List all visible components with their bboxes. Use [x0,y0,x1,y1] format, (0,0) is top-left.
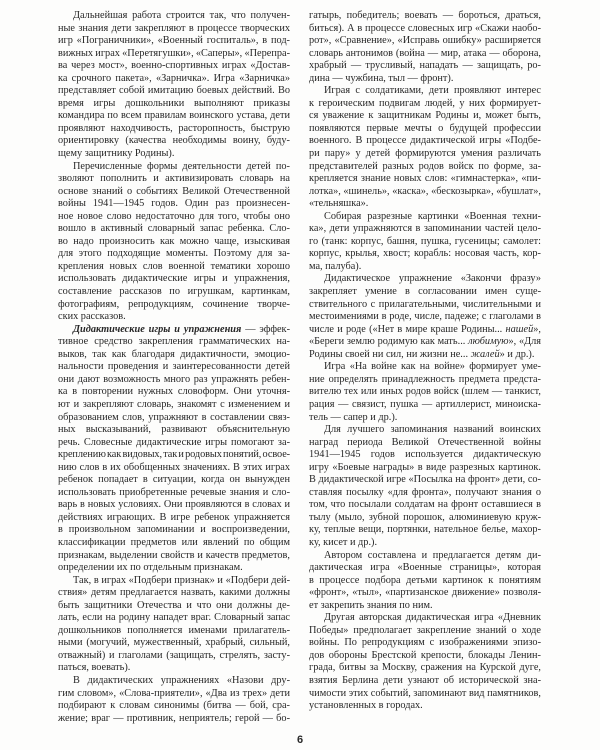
text-line: щему защитнику Родины). [58,148,175,160]
text-line: время игры дошкольники выполняют приказы [58,97,290,109]
text-line [309,336,541,349]
emphasis-text: жалей [470,348,500,360]
text-line: игру «Боевые награды» в виде разрезных картинок. [309,461,541,473]
text-line: ских рассказов. [58,311,126,323]
text-line: рация — связист, пушка — артиллерист, миноиска- [309,398,541,410]
text-run: — эффек- [241,323,290,335]
text-line: основе знаний о событиях Великой Отечественной [58,185,290,197]
text-line: крепления новых слов военной тематики хорошо [58,260,290,272]
text-line: местоимениями в роде, числе, падеже; с глаголами в [309,311,541,323]
text-line: паться, воевать). [58,662,131,674]
text-line: Для лучшего запоминания названий воинских [324,424,541,436]
text-line: Перечисленные формы деятельности детей по- [73,160,290,172]
text-line: лать, если на родину нападет враг. Словарный запас [58,612,290,624]
text-line: ку, кисет и др.). [309,536,378,548]
text-line: к героическим подвигам людей, у них формирует- [309,97,541,109]
text-line: гатырь, победитель; воевать — бороться, драться, [309,10,541,21]
text-line: закрепляет умение в согласовании имен суще- [309,286,541,298]
text-line: классификации предметов или явлений по общим [58,536,290,548]
text-line: ствительного с прилагательными, числительными и [309,298,541,310]
page-number: 6 [296,734,304,746]
text-line: вителю тех или иных родов войск (шлем — танкист, [309,386,541,398]
text-run: Родины своей ни сил, ни жизни не... [309,348,471,360]
text-line: дина — чужбина, тыл — фронт). [309,72,454,84]
text-line: в процессе подбора детьми картинок к понятиям [309,574,541,586]
paragraph [309,211,541,274]
text-line: Игра «На войне как на войне» формирует уме- [324,361,541,373]
text-column-right [309,10,541,713]
text-line: словарь антонимов (война — мир, атака — оборона, [309,47,541,59]
text-line: Дидактическое упражнение «Закончи фразу» [324,273,541,285]
text-line: Победы» предполагает закрепление знаний о ходе [309,624,541,636]
emphasis-text: любимую [468,336,509,348]
text-line: ние определять принадлежность предмета предста- [309,373,541,385]
text-run: », [533,323,541,335]
text-line: тивное средство закрепления грамматических на- [58,336,290,348]
text-line: Играя с солдатиками, дети проявляют интерес [324,85,541,97]
text-line: тылу (мыло, зубной порошок, алюминиевую круж- [309,511,541,523]
text-line: составление рассказов по игрушкам, картинкам, [58,286,290,298]
text-line: го (танк: корпус, башня, пушка, гусеницы; самолет: [309,235,541,247]
text-line: наград периода Великой Отечественной войны [309,436,541,448]
text-line: града, битвы за Москву, сражения на Курской дуге, [309,662,541,674]
text-line: Собирая разрезные картинки «Военная техни- [324,210,541,222]
paragraph [58,675,290,725]
paragraph [309,361,541,424]
text-line: зволяют пополнить и активизировать словарь на [58,173,290,185]
text-line: ют и закрепляют словарь, знакомят с изменением и [58,398,290,410]
text-line: «тельняшка». [309,198,369,210]
text-line [58,324,290,337]
text-line: для этого подходящие моменты. Поэтому для за- [58,248,290,260]
text-line: использовать приобретенные речевые знания и сло- [58,486,290,498]
text-line: ка», дети упражняются в запоминании частей цело- [309,223,541,235]
text-line: представляет собой имитацию боевых действий. Во [58,85,290,97]
paragraph [309,550,541,613]
paragraph [309,612,541,712]
text-line: 1941—1945 годов используется дидактическую [309,449,541,461]
text-line: жение; враг — противник, неприятель; герой — бо- [58,712,290,724]
text-run: числе и роде («Нет в мире краше Родины... [309,323,506,335]
text-line: признакам, выделении свойств и качеств предметов, [58,549,290,561]
paragraph [309,85,541,210]
text-line: действиях играющих. В игре ребенок упражняется [58,511,290,523]
text-line: образованием слов, упражняют в составлении связ- [58,411,290,423]
text-line: ри пару» у детей формируются умения различать [309,148,541,160]
text-line: ва через мост», военно-спортивных играх «Достав- [58,60,290,72]
text-line: храбрый — трусливый, нападать — защищать, ро- [309,60,541,72]
text-line: лотка», «шинель», «каска», «бескозырка», «бушлат», [309,185,541,197]
text-line: взятия Берлина дети узнают об исторической зна- [309,674,541,686]
emphasis-text: Дидактические игры и упражнения [73,323,242,335]
text-line: ными (могучий, мужественный, храбрый, сильный, [58,637,290,649]
paragraph [58,10,290,161]
text-line: вижных играх «Перетягушки», «Саперы», «Перепра- [58,47,290,59]
text-line: ка в повторении нужных словоформ. Они уточня- [58,386,290,398]
text-line: определении их по отдельным признакам. [58,562,243,574]
text-line: дов обороны Брестской крепости, блокады Ленин- [309,649,541,661]
text-line: представителей разных родов войск по форме, за- [309,160,541,172]
text-line: Автором составлена и предлагается детям ди- [324,549,541,561]
text-line: Дальнейшая работа строится так, что получен- [73,10,290,21]
text-line: появляются первые мечты о будущей профессии [309,122,541,134]
text-line: проявляют находчивость, расторопность, быструю [58,122,290,134]
text-line: корпус, крылья, хвост; корабль: носовая часть, кор- [309,248,541,260]
text-line: крепляется знание новых слов: «гимнастерка», «пи- [309,173,541,185]
text-line: дошкольников пополняется именами прилагатель- [58,624,290,636]
paragraph [309,273,541,361]
text-line: нальности проведения и заинтересованности детей [58,361,290,373]
text-line: фотографиям, репродукциям, сочинение творче- [58,298,290,310]
text-line: ка срочного пакета», «Зарничка». Игра «Зарничка» [58,72,290,84]
text-column-left [58,10,290,725]
text-line: вошло в активный словарный запас ребенка. Сло- [58,223,290,235]
text-line: ся уважение к защитникам Родины и, может быть, [309,110,541,122]
text-line: ма, палуба). [309,260,362,272]
text-line: речь. Словесные дидактические игры помогают за- [58,436,290,448]
text-line: Другая авторская дидактическая игра «Дневник [324,612,541,624]
text-line: подбирают к словам синонимы (битва — бой, сра- [58,700,290,712]
text-line: использовать дидактические игры и упражнения, [58,273,290,285]
paragraph [58,575,290,675]
paragraph [309,10,541,85]
text-line: В дидактической игре «Посылка на фронт» дети, со- [309,474,541,486]
text-line: рот», «Сравнение», «Исправь ошибку» расширяется [309,35,541,47]
paragraph [58,324,290,575]
text-line: войны. По репродукциям с изображениями эпизо- [309,637,541,649]
text-run: », «Для [508,336,542,348]
text-line: отважный) и глаголами (защищать, стрелять, засту- [58,649,290,661]
text-line: игр «Пограничники», «Военный госпиталь», в под- [58,35,290,47]
text-line: ет закрепить знания по ним. [309,599,433,611]
text-line: «фронт», «тыл», «партизанское движение» позволя- [309,587,541,599]
text-line: ребенок попадает в ситуации, когда он вынужден [58,474,290,486]
text-line: В дидактических упражнениях «Назови дру- [73,674,290,686]
text-line: ставляя посылку «для фронта», получают знания о [309,486,541,498]
text-line: ствия» детям предлагается назвать, какими должны [58,587,290,599]
text-line: в произвольном запоминании и воспроизведении, [58,524,290,536]
text-line: том, что посылали солдатам на фронт оставшиеся в [309,499,541,511]
text-line: военного. В процессе дидактической игры «Подбе- [309,135,541,147]
text-line: Так, в играх «Подбери признак» и «Подбери дей- [73,574,290,586]
text-line: установленных в городах. [309,700,423,712]
text-line: тель — сапер и др.). [309,411,398,423]
text-line: ных высказываний, развивают объяснительную [58,424,290,436]
text-line: войны 1941—1945 годов. Один раз произнесен- [58,198,290,210]
paragraph [309,424,541,549]
text-line: командира по всем правилам воинского устава, дети [58,110,290,122]
text-line: во надо произносить как можно чаще, изыскивая [58,235,290,247]
text-line: они дают возможность много раз упражнять ребен- [58,373,290,385]
text-line: ку, теплые вещи, портянки, нательное белье, махор- [309,524,541,536]
text-line: быть защитники Отечества и что они должны де- [58,599,290,611]
emphasis-text: нашей [505,323,534,335]
text-line: нию слов в их обобщенных значениях. В этих играх [58,461,290,473]
text-line: чимости этих событий, запоминают вид памятников, [309,687,541,699]
text-run: » и др.). [499,348,535,360]
text-line: варь в новых условиях. Они проявляются в словах и [58,499,290,511]
paragraph [58,161,290,324]
text-run: «Береги землю родимую как мать... [309,336,469,348]
text-line: креплению как видовых, так и родовых понятий, освое- [58,449,290,461]
text-line: дактическая игра «Военные страницы», которая [309,562,541,574]
text-line: ные знания дети закрепляют в процессе творческих [58,22,290,34]
text-line: биться). А в процессе словесных игр «Скажи наобо- [309,22,541,34]
text-line [309,324,541,337]
text-line: ориентировку (качества необходимы воину, буду- [58,135,290,147]
text-line [309,349,541,362]
text-line: ное новое слово недостаточно для того, чтобы оно [58,210,290,222]
text-line: выков, так как благодаря дидактичности, эмоцио- [58,348,290,360]
text-line: гим словом», «Слова-приятели», «Два из трех» дети [58,687,290,699]
